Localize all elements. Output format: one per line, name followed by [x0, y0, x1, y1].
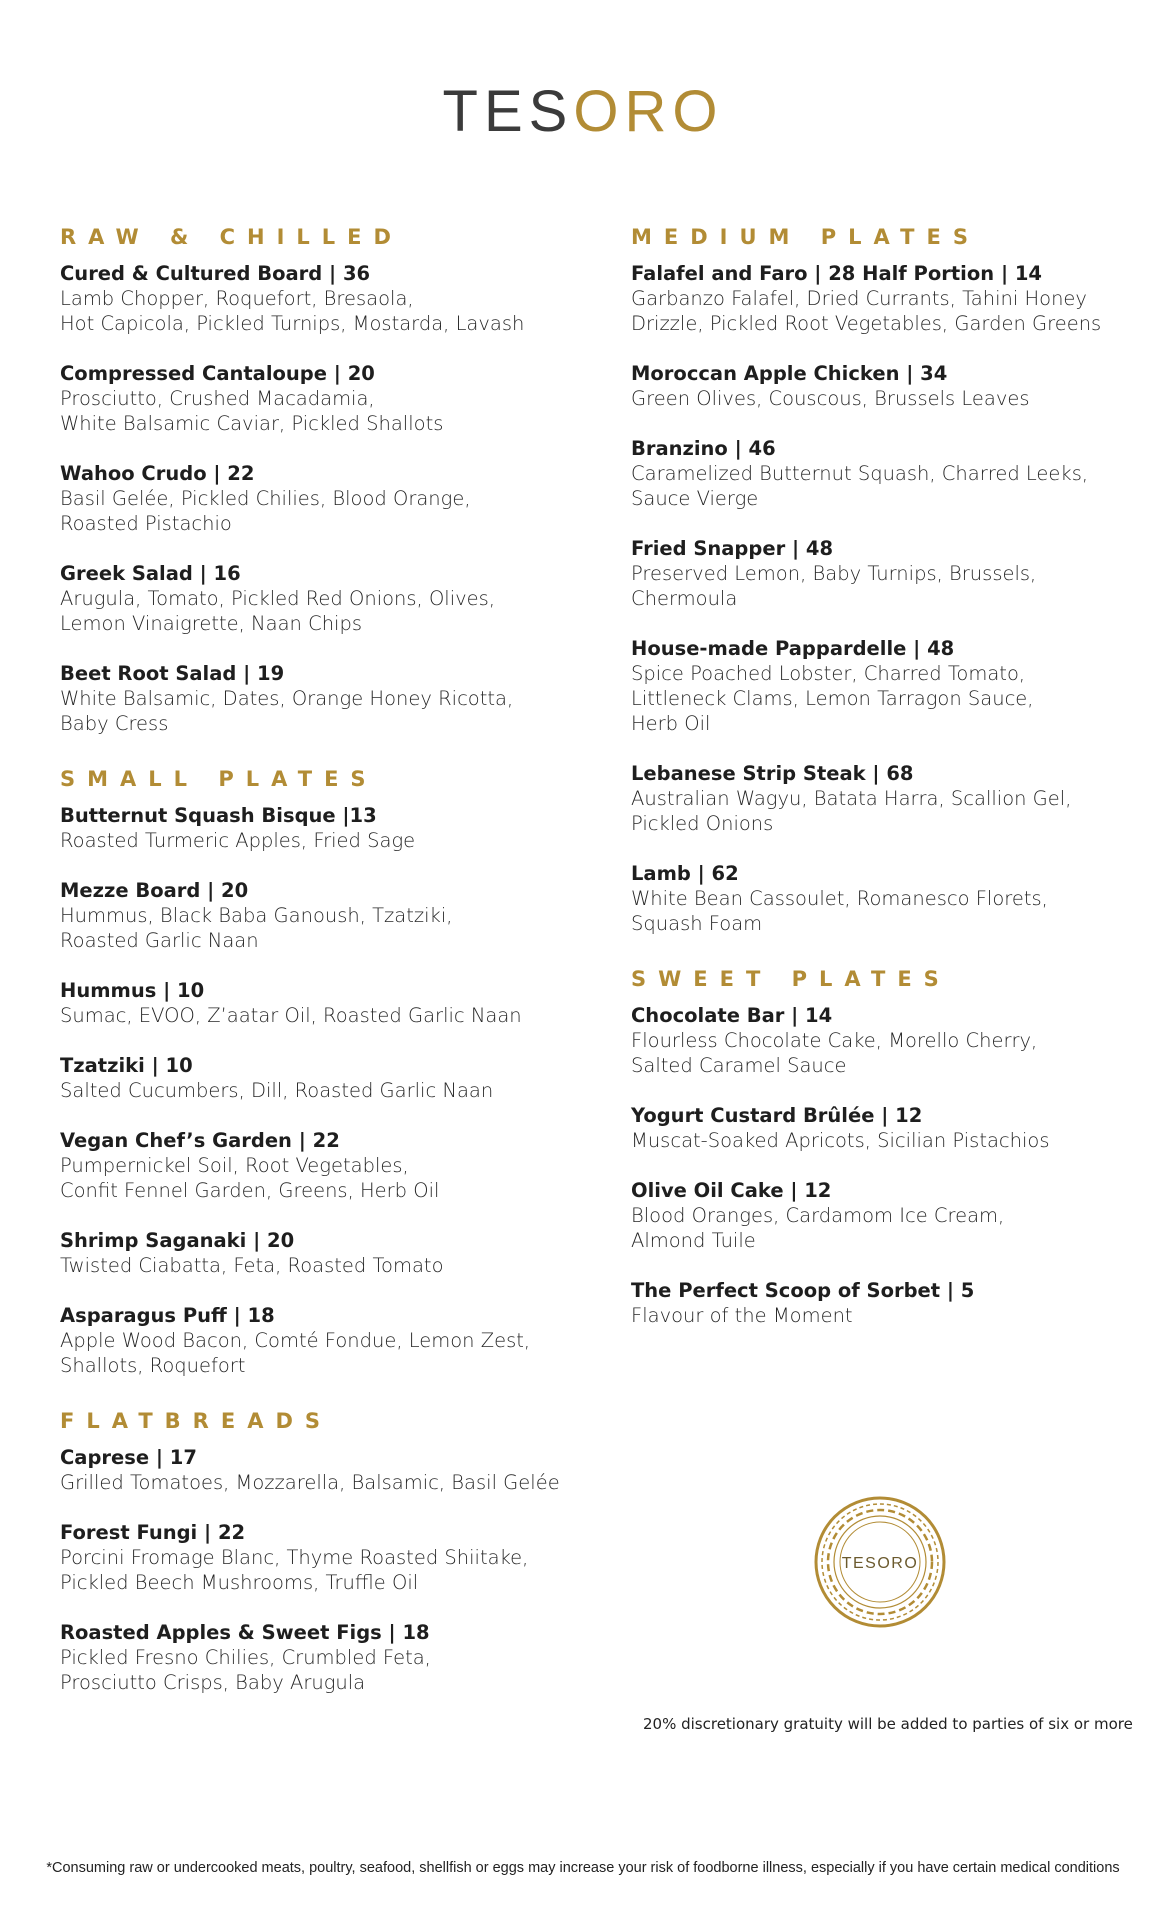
- menu-item-description: Salted Cucumbers, Dill, Roasted Garlic Naan: [60, 1079, 494, 1102]
- menu-item-description: Spice Poached Lobster, Charred Tomato, Littleneck Clams, Lemon Tarragon Sauce, Herb Oil: [631, 662, 1034, 735]
- menu-item-description: Twisted Ciabatta, Feta, Roasted Tomato: [60, 1254, 444, 1277]
- menu-item-description: Prosciutto, Crushed Macadamia, White Balsamic Caviar, Pickled Shallots: [60, 387, 444, 435]
- menu-item-name: Hummus | 10: [60, 979, 205, 1002]
- menu-item-name: Shrimp Saganaki | 20: [60, 1229, 295, 1252]
- menu-item: [631, 361, 1151, 411]
- menu-item: [60, 1128, 580, 1203]
- menu-item: [60, 461, 580, 536]
- menu-item: [631, 436, 1151, 511]
- menu-item-description: Pickled Fresno Chilies, Crumbled Feta, Prosciutto Crisps, Baby Arugula: [60, 1646, 431, 1694]
- menu-item-description: Basil Gelée, Pickled Chilies, Blood Orange, Roasted Pistachio: [60, 487, 471, 535]
- menu-item: [631, 1103, 1151, 1153]
- menu-item: [631, 1178, 1151, 1253]
- menu-item-name: Falafel and Faro | 28 Half Portion | 14: [631, 262, 1042, 285]
- menu-item-description: Australian Wagyu, Batata Harra, Scallion Gel, Pickled Onions: [631, 787, 1072, 835]
- menu-left-column: [60, 225, 580, 1726]
- menu-item-name: Lamb | 62: [631, 862, 739, 885]
- menu-right-column: [631, 225, 1151, 1359]
- menu-item-name: Forest Fungi | 22: [60, 1521, 246, 1544]
- menu-item-name: Tzatziki | 10: [60, 1054, 193, 1077]
- menu-item-name: Roasted Apples & Sweet Figs | 18: [60, 1621, 430, 1644]
- menu-item-description: Hummus, Black Baba Ganoush, Tzatziki, Roasted Garlic Naan: [60, 904, 453, 952]
- menu-item-name: Yogurt Custard Brûlée | 12: [631, 1104, 923, 1127]
- menu-item-description: Apple Wood Bacon, Comté Fondue, Lemon Zest, Shallots, Roquefort: [60, 1329, 531, 1377]
- menu-item-name: Cured & Cultured Board | 36: [60, 262, 371, 285]
- tesoro-seal-emblem: [810, 1492, 950, 1632]
- menu-item: [631, 1278, 1151, 1328]
- menu-item-name: House-made Pappardelle | 48: [631, 637, 955, 660]
- food-safety-disclaimer: *Consuming raw or undercooked meats, poultry, seafood, shellfish or eggs may increase your risk of foodborne illness, especially if you have certain medical conditions: [46, 1860, 1120, 1876]
- menu-item: [60, 1445, 580, 1495]
- section-title: SMALL PLATES: [60, 767, 378, 791]
- menu-item-name: Mezze Board | 20: [60, 879, 249, 902]
- menu-item: [60, 1303, 580, 1378]
- seal-label: TESORO: [841, 1555, 919, 1572]
- menu-item-description: Arugula, Tomato, Pickled Red Onions, Olives, Lemon Vinaigrette, Naan Chips: [60, 587, 496, 635]
- menu-item: [631, 636, 1151, 736]
- section-title: MEDIUM PLATES: [631, 225, 980, 249]
- menu-item: [631, 536, 1151, 611]
- menu-item-name: The Perfect Scoop of Sorbet | 5: [631, 1279, 975, 1302]
- logo-part-1: TES: [442, 79, 574, 144]
- logo-part-2: ORO: [573, 79, 724, 144]
- menu-item-description: Roasted Turmeric Apples, Fried Sage: [60, 829, 416, 852]
- menu-item-description: Preserved Lemon, Baby Turnips, Brussels, Chermoula: [631, 562, 1037, 610]
- menu-item-name: Chocolate Bar | 14: [631, 1004, 833, 1027]
- menu-item-description: Sumac, EVOO, Z’aatar Oil, Roasted Garlic Naan: [60, 1004, 522, 1027]
- menu-item: [60, 878, 580, 953]
- menu-item-name: Greek Salad | 16: [60, 562, 241, 585]
- section-title: FLATBREADS: [60, 1409, 333, 1433]
- menu-item-description: Porcini Fromage Blanc, Thyme Roasted Shiitake, Pickled Beech Mushrooms, Truffle Oil: [60, 1546, 529, 1594]
- menu-item-name: Beet Root Salad | 19: [60, 662, 285, 685]
- menu-item: [631, 1003, 1151, 1078]
- menu-item-name: Lebanese Strip Steak | 68: [631, 762, 914, 785]
- restaurant-logo: [0, 78, 1166, 145]
- menu-item: [60, 978, 580, 1028]
- menu-item-description: Green Olives, Couscous, Brussels Leaves: [631, 387, 1030, 410]
- menu-item-description: Blood Oranges, Cardamom Ice Cream, Almond Tuile: [631, 1204, 1005, 1252]
- menu-item: [60, 661, 580, 736]
- menu-item: [631, 761, 1151, 836]
- section-title: RAW & CHILLED: [60, 225, 403, 249]
- gratuity-note: 20% discretionary gratuity will be added to parties of six or more: [643, 1715, 1133, 1733]
- menu-item-name: Butternut Squash Bisque |13: [60, 804, 377, 827]
- menu-item-name: Caprese | 17: [60, 1446, 197, 1469]
- menu-item-name: Olive Oil Cake | 12: [631, 1179, 832, 1202]
- menu-item-name: Vegan Chef’s Garden | 22: [60, 1129, 340, 1152]
- menu-item-name: Moroccan Apple Chicken | 34: [631, 362, 948, 385]
- menu-item: [60, 361, 580, 436]
- menu-item-description: Grilled Tomatoes, Mozzarella, Balsamic, Basil Gelée: [60, 1471, 560, 1494]
- menu-item-description: White Balsamic, Dates, Orange Honey Ricotta, Baby Cress: [60, 687, 514, 735]
- menu-item-description: White Bean Cassoulet, Romanesco Florets, Squash Foam: [631, 887, 1048, 935]
- menu-item: [60, 1053, 580, 1103]
- menu-item: [60, 561, 580, 636]
- section-title: SWEET PLATES: [631, 967, 951, 991]
- menu-item: [60, 1228, 580, 1278]
- menu-item-name: Wahoo Crudo | 22: [60, 462, 255, 485]
- menu-item-description: Flavour of the Moment: [631, 1304, 853, 1327]
- menu-item-name: Fried Snapper | 48: [631, 537, 834, 560]
- menu-item-name: Compressed Cantaloupe | 20: [60, 362, 375, 385]
- menu-item-description: Pumpernickel Soil, Root Vegetables, Confit Fennel Garden, Greens, Herb Oil: [60, 1154, 440, 1202]
- menu-item-name: Branzino | 46: [631, 437, 776, 460]
- menu-item-description: Caramelized Butternut Squash, Charred Leeks, Sauce Vierge: [631, 462, 1089, 510]
- menu-item: [631, 861, 1151, 936]
- menu-item-description: Lamb Chopper, Roquefort, Bresaola, Hot Capicola, Pickled Turnips, Mostarda, Lavash: [60, 287, 525, 335]
- menu-item: [631, 261, 1151, 336]
- menu-item-description: Garbanzo Falafel, Dried Currants, Tahini Honey Drizzle, Pickled Root Vegetables, Garden Greens: [631, 287, 1102, 335]
- menu-item: [60, 803, 580, 853]
- menu-item-name: Asparagus Puff | 18: [60, 1304, 275, 1327]
- menu-item: [60, 1620, 580, 1695]
- menu-item: [60, 261, 580, 336]
- menu-item-description: Muscat-Soaked Apricots, Sicilian Pistachios: [631, 1129, 1050, 1152]
- menu-item-description: Flourless Chocolate Cake, Morello Cherry, Salted Caramel Sauce: [631, 1029, 1038, 1077]
- menu-item: [60, 1520, 580, 1595]
